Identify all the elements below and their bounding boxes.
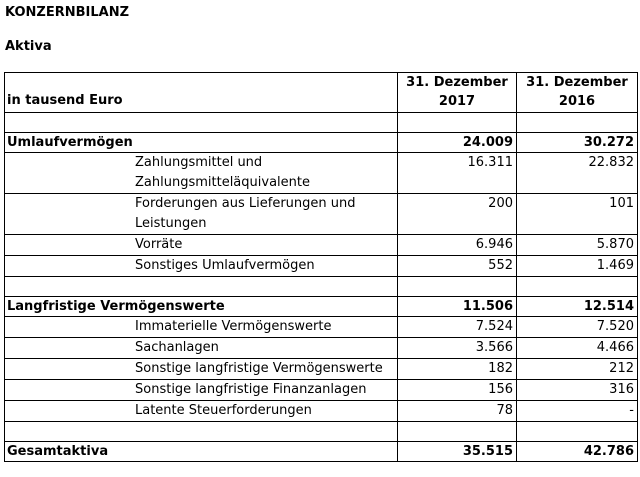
item-label: Zahlungsmittel und Zahlungsmitteläquivalente [5, 153, 398, 194]
spacer-cell [398, 422, 517, 442]
item-value-2016: 1.469 [517, 256, 638, 277]
total-row [5, 442, 638, 462]
section-row-langfristige-vermoegenswerte [5, 297, 638, 317]
spacer-cell [517, 422, 638, 442]
section-value-2017: 11.506 [398, 297, 517, 317]
section-label: Langfristige Vermögenswerte [5, 297, 398, 317]
item-label: Latente Steuerforderungen [5, 401, 398, 422]
item-value-2017: 16.311 [398, 153, 517, 194]
spacer-cell [517, 277, 638, 297]
item-value-2017: 7.524 [398, 317, 517, 338]
section-label: Umlaufvermögen [5, 133, 398, 153]
spacer-cell [398, 113, 517, 133]
spacer-cell [5, 113, 398, 133]
item-value-2017: 552 [398, 256, 517, 277]
column-header-2017 [398, 73, 517, 113]
column-header-2016 [517, 73, 638, 113]
item-value-2017: 6.946 [398, 235, 517, 256]
column-header-2016-line1: 31. Dezember [526, 75, 628, 90]
spacer-row [5, 422, 638, 442]
table-row [5, 194, 638, 235]
item-label: Forderungen aus Lieferungen und Leistungen [5, 194, 398, 235]
item-value-2016: 7.520 [517, 317, 638, 338]
item-value-2016: 22.832 [517, 153, 638, 194]
table-row [5, 153, 638, 194]
item-label: Sachanlagen [5, 338, 398, 359]
spacer-cell [517, 113, 638, 133]
spacer-row [5, 113, 638, 133]
table-row [5, 338, 638, 359]
section-value-2016: 12.514 [517, 297, 638, 317]
table-row [5, 235, 638, 256]
total-value-2016: 42.786 [517, 442, 638, 462]
item-value-2017: 200 [398, 194, 517, 235]
section-value-2016: 30.272 [517, 133, 638, 153]
table-row [5, 359, 638, 380]
item-value-2016: 212 [517, 359, 638, 380]
section-value-2017: 24.009 [398, 133, 517, 153]
total-value-2017: 35.515 [398, 442, 517, 462]
column-header-2017-line1: 31. Dezember [406, 75, 508, 90]
unit-label: in tausend Euro [5, 73, 398, 113]
table-row [5, 317, 638, 338]
item-value-2016: 5.870 [517, 235, 638, 256]
item-label: Sonstige langfristige Finanzanlagen [5, 380, 398, 401]
item-label: Sonstige langfristige Vermögenswerte [5, 359, 398, 380]
item-value-2016: 4.466 [517, 338, 638, 359]
spacer-cell [5, 277, 398, 297]
item-label: Sonstiges Umlaufvermögen [5, 256, 398, 277]
spacer-cell [398, 277, 517, 297]
table-row [5, 380, 638, 401]
item-value-2017: 78 [398, 401, 517, 422]
spacer-row [5, 277, 638, 297]
item-value-2017: 156 [398, 380, 517, 401]
item-label: Vorräte [5, 235, 398, 256]
table-row [5, 256, 638, 277]
item-value-2017: 3.566 [398, 338, 517, 359]
item-value-2016: 316 [517, 380, 638, 401]
section-row-umlaufvermoegen [5, 133, 638, 153]
item-value-2016: 101 [517, 194, 638, 235]
page-title: KONZERNBILANZ [5, 5, 130, 20]
spacer-cell [5, 422, 398, 442]
section-subtitle: Aktiva [5, 39, 52, 54]
balance-sheet-table [4, 72, 638, 462]
table-row [5, 401, 638, 422]
column-header-2016-line2: 2016 [558, 94, 596, 109]
item-value-2016: - [517, 401, 638, 422]
header-row [5, 73, 638, 113]
item-value-2017: 182 [398, 359, 517, 380]
item-label: Immaterielle Vermögenswerte [5, 317, 398, 338]
column-header-2017-line2: 2017 [438, 94, 476, 109]
total-label: Gesamtaktiva [5, 442, 398, 462]
